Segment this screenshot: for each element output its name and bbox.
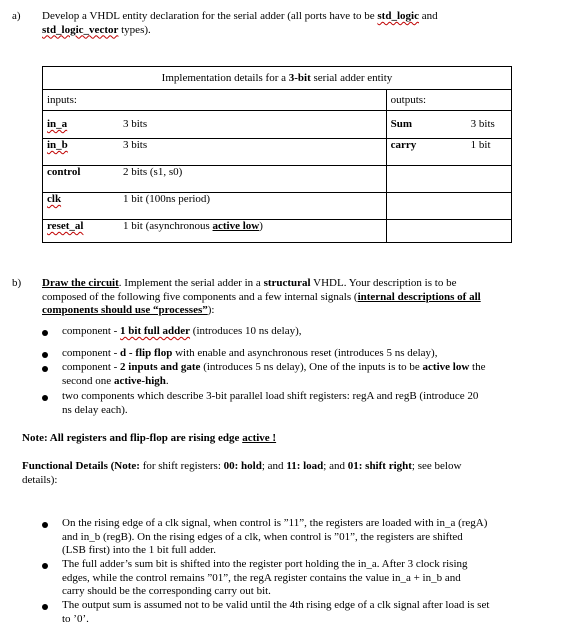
note-rising-edge: Note: All registers and flip-flop are rising edge active ! — [22, 432, 277, 444]
input-desc-reset-al: 1 bit (asynchronous active low) — [119, 220, 386, 243]
std-logic-term: std_logic — [377, 10, 419, 22]
bullet-dot — [42, 522, 48, 528]
bullet-dot — [42, 563, 48, 569]
part-b-label: b) — [12, 277, 22, 289]
std-logic-vector-term: std_logic_vector — [42, 23, 119, 36]
output-desc-carry: 1 bit — [467, 139, 512, 166]
output-name-sum: Sum — [386, 111, 467, 139]
part-a-text: Develop a VHDL entity declaration for the serial adder (all ports have to be std_logic and std_logic_vector types). — [42, 10, 438, 36]
input-desc-clk: 1 bit (100ns period) — [119, 193, 386, 220]
input-name-control: control — [43, 166, 120, 193]
input-name-reset-al: reset_al — [43, 220, 120, 243]
inputs-header: inputs: — [43, 90, 387, 111]
part-b-intro: Draw the circuit. Implement the serial adder in a structural VHDL. Your description is to be composed of the following five components and a few internal signals (internal descriptions of all components should use “processes”): — [42, 277, 481, 316]
input-desc-in-a: 3 bits — [119, 111, 386, 139]
part-a-label: a) — [12, 10, 21, 22]
input-desc-in-b: 3 bits — [119, 139, 386, 166]
input-name-clk: clk — [43, 193, 120, 220]
bullet-dot — [42, 366, 48, 372]
component-and-gate: component - 2 inputs and gate (introduces 5 ns delay), One of the inputs is to be active low the second one active-high. — [62, 361, 486, 387]
bullet-dot — [42, 352, 48, 358]
bullet-dot — [42, 395, 48, 401]
component-flip-flop: component - d - flip flop with enable and asynchronous reset (introduces 5 ns delay), — [62, 347, 438, 359]
bullet-dot — [42, 604, 48, 610]
implementation-table — [42, 66, 512, 243]
table-caption: Implementation details for a 3-bit serial adder entity — [43, 67, 512, 90]
output-name-carry: carry — [386, 139, 467, 166]
functional-details: Functional Details (Note: for shift registers: 00: hold; and 11: load; and 01: shift right; see below details): — [22, 460, 462, 486]
bullet-dot — [42, 330, 48, 336]
outputs-header: outputs: — [386, 90, 511, 111]
functional-bullet-sum: The full adder’s sum bit is shifted into the register port holding the in_a. After 3 clock rising edges, while the control remains ”01”, the regA register contains the value in_a + in_b and carry should be the corresponding carry out bit. — [62, 558, 468, 597]
component-full-adder: component - 1 bit full adder (introduces 10 ns delay), — [62, 325, 302, 337]
input-name-in-b: in_b — [43, 139, 120, 166]
functional-bullet-load: On the rising edge of a clk signal, when control is ”11”, the registers are loaded with in_a (regA) and in_b (regB). On the rising edges of a clk, when control is ”01”, the registers are shifted (LSB first) into the 1 bit full adder. — [62, 517, 488, 556]
functional-bullet-output: The output sum is assumed not to be valid until the 4th rising edge of a clk signal after load is set to ’0’. — [62, 599, 490, 625]
input-desc-control: 2 bits (s1, s0) — [119, 166, 386, 193]
output-desc-sum: 3 bits — [467, 111, 512, 139]
component-shift-registers: two components which describe 3-bit parallel load shift registers: regA and regB (introduce 20 ns delay each). — [62, 390, 479, 416]
input-name-in-a: in_a — [43, 111, 120, 139]
